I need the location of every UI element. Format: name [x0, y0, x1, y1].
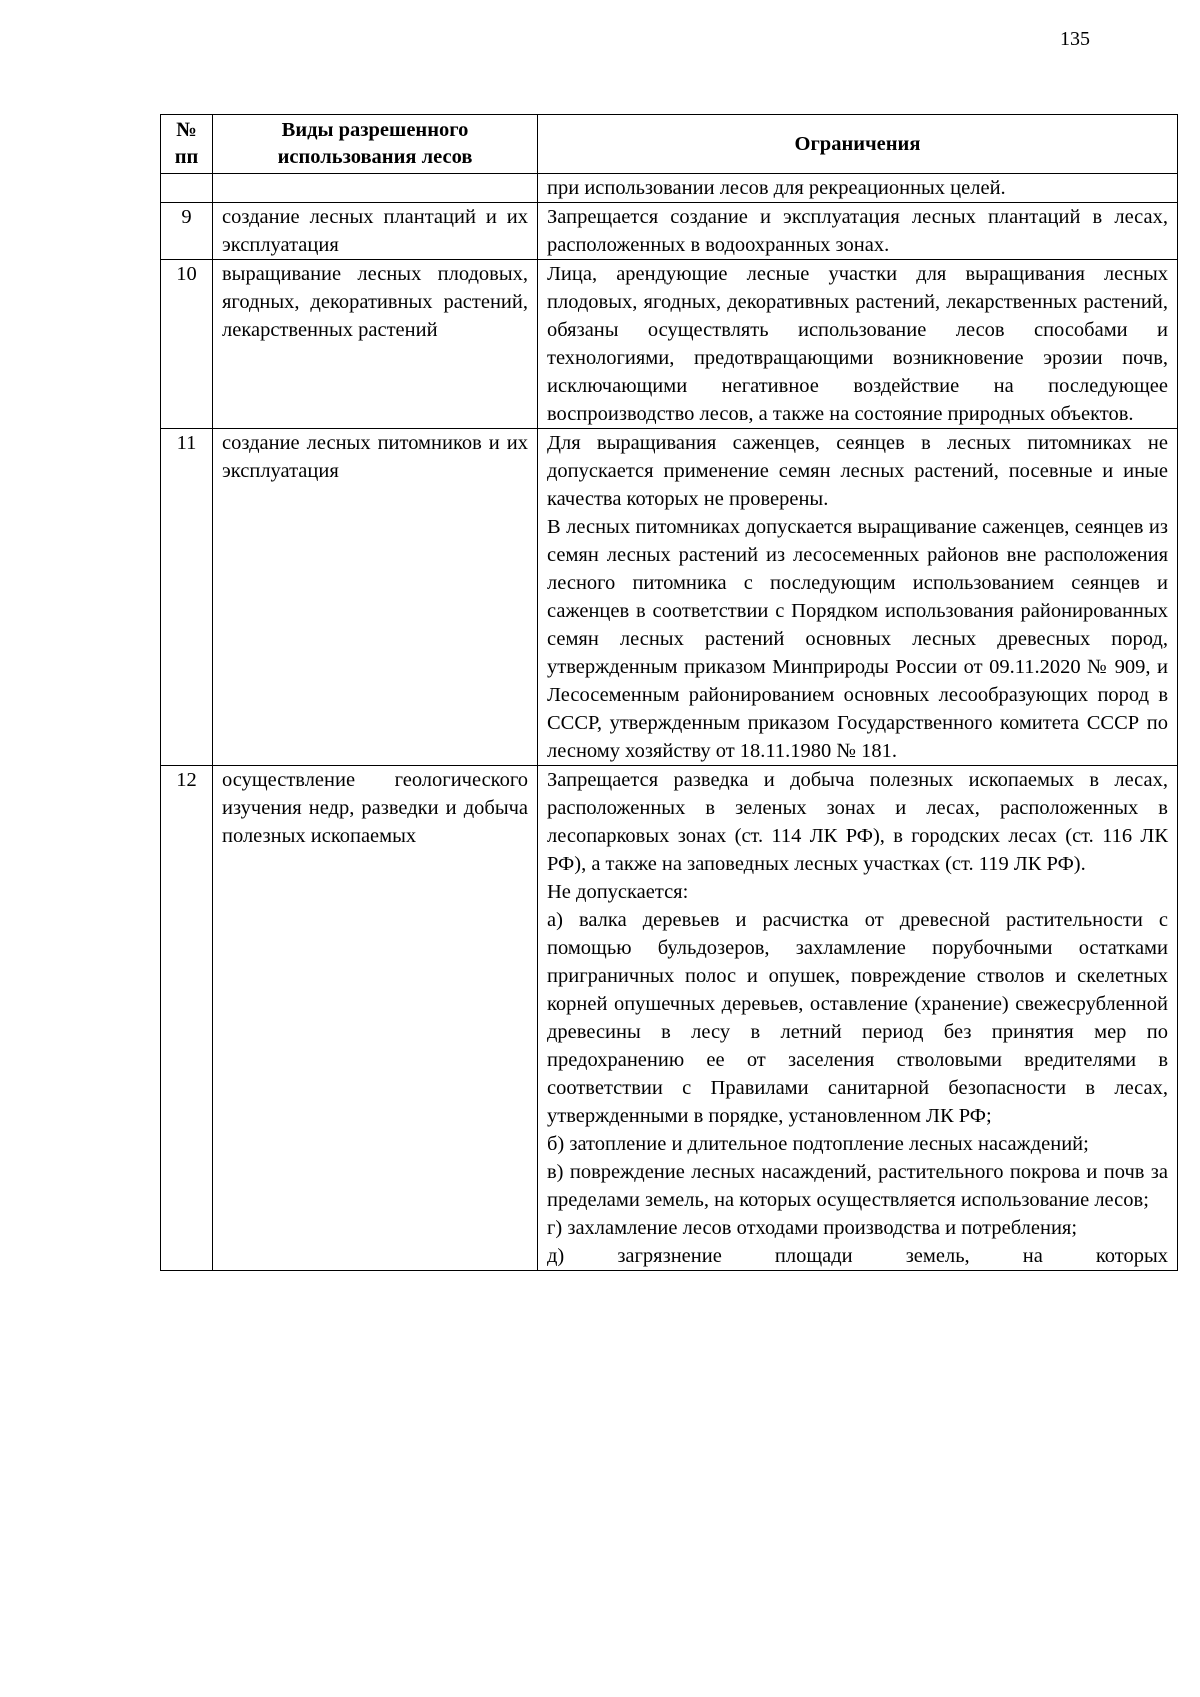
- restriction-paragraph: а) валка деревьев и расчистка от древесной растительности с помощью бульдозеров, захламление порубочными остатками приграничных полос и опушек, повреждение стволов и скелетных корней опушечных деревьев, оставление (хранение) свежесрубленной древесины в лесу в летний период без принятия мер по предохранению ее от заселения стволовыми вредителями в соответствии с Правилами санитарной безопасности в лесах, утвержденными в порядке, установленном ЛК РФ;: [547, 909, 1168, 1127]
- row-kind: создание лесных плантаций и их эксплуатация: [213, 203, 538, 260]
- restriction-paragraph: при использовании лесов для рекреационных целей.: [547, 177, 1006, 199]
- restriction-paragraph: д) загрязнение площади земель, на которых: [547, 1245, 1168, 1267]
- table-header-row: [161, 115, 1178, 174]
- row-num: 12: [161, 766, 213, 1271]
- restriction-paragraph: Не допускается:: [547, 881, 689, 903]
- row-restrictions: [538, 203, 1178, 260]
- restriction-paragraph: В лесных питомниках допускается выращивание саженцев, сеянцев из семян лесных растений из лесосеменных районов вне расположения лесного питомника с последующим использованием сеянцев и саженцев в соответствии с Порядком использования районированных семян лесных растений основных лесных древесных пород, утвержденным приказом Минприроды России от 09.11.2020 № 909, и Лесосеменным районированием основных лесообразующих пород в СССР, утвержденным приказом Государственного комитета СССР по лесному хозяйству от 18.11.1980 № 181.: [547, 516, 1168, 762]
- row-kind: создание лесных питомников и их эксплуатация: [213, 429, 538, 766]
- restriction-paragraph: Для выращивания саженцев, сеянцев в лесных питомниках не допускается применение семян лесных растений, посевные и иные качества которых не проверены.: [547, 432, 1168, 510]
- row-kind: [213, 174, 538, 203]
- table-row: [161, 429, 1178, 766]
- restriction-paragraph: Запрещается создание и эксплуатация лесных плантаций в лесах, расположенных в водоохранных зонах.: [547, 206, 1168, 256]
- header-kind: Виды разрешенного использования лесов: [213, 115, 538, 174]
- header-num: № пп: [161, 115, 213, 174]
- restriction-paragraph: в) повреждение лесных насаждений, растительного покрова и почв за пределами земель, на которых осуществляется использование лесов;: [547, 1161, 1168, 1211]
- page-number: 135: [1060, 28, 1090, 50]
- table-row: [161, 203, 1178, 260]
- restriction-paragraph: Лица, арендующие лесные участки для выращивания лесных плодовых, ягодных, декоративных растений, лекарственных растений, обязаны осуществлять использование лесов способами и технологиями, предотвращающими возникновение эрозии почв, исключающими негативное воздействие на последующее воспроизводство лесов, а также на состояние природных объектов.: [547, 263, 1168, 425]
- row-restrictions: [538, 174, 1178, 203]
- land-use-restrictions-table: [160, 114, 1178, 1271]
- row-kind: осуществление геологического изучения недр, разведки и добыча полезных ископаемых: [213, 766, 538, 1271]
- row-num: 10: [161, 260, 213, 429]
- restriction-paragraph: б) затопление и длительное подтопление лесных насаждений;: [547, 1133, 1089, 1155]
- table-row: [161, 260, 1178, 429]
- table-row: [161, 174, 1178, 203]
- row-num: [161, 174, 213, 203]
- row-num: 9: [161, 203, 213, 260]
- row-restrictions: [538, 429, 1178, 766]
- restriction-paragraph: г) захламление лесов отходами производства и потребления;: [547, 1217, 1078, 1239]
- row-kind: выращивание лесных плодовых, ягодных, декоративных растений, лекарственных растений: [213, 260, 538, 429]
- restriction-paragraph: Запрещается разведка и добыча полезных ископаемых в лесах, расположенных в зеленых зонах и лесах, расположенных в лесопарковых зонах (ст. 114 ЛК РФ), в городских лесах (ст. 116 ЛК РФ), а также на заповедных лесных участках (ст. 119 ЛК РФ).: [547, 769, 1168, 875]
- row-num: 11: [161, 429, 213, 766]
- table-row: [161, 766, 1178, 1271]
- header-restrictions: Ограничения: [538, 115, 1178, 174]
- row-restrictions: [538, 766, 1178, 1271]
- row-restrictions: [538, 260, 1178, 429]
